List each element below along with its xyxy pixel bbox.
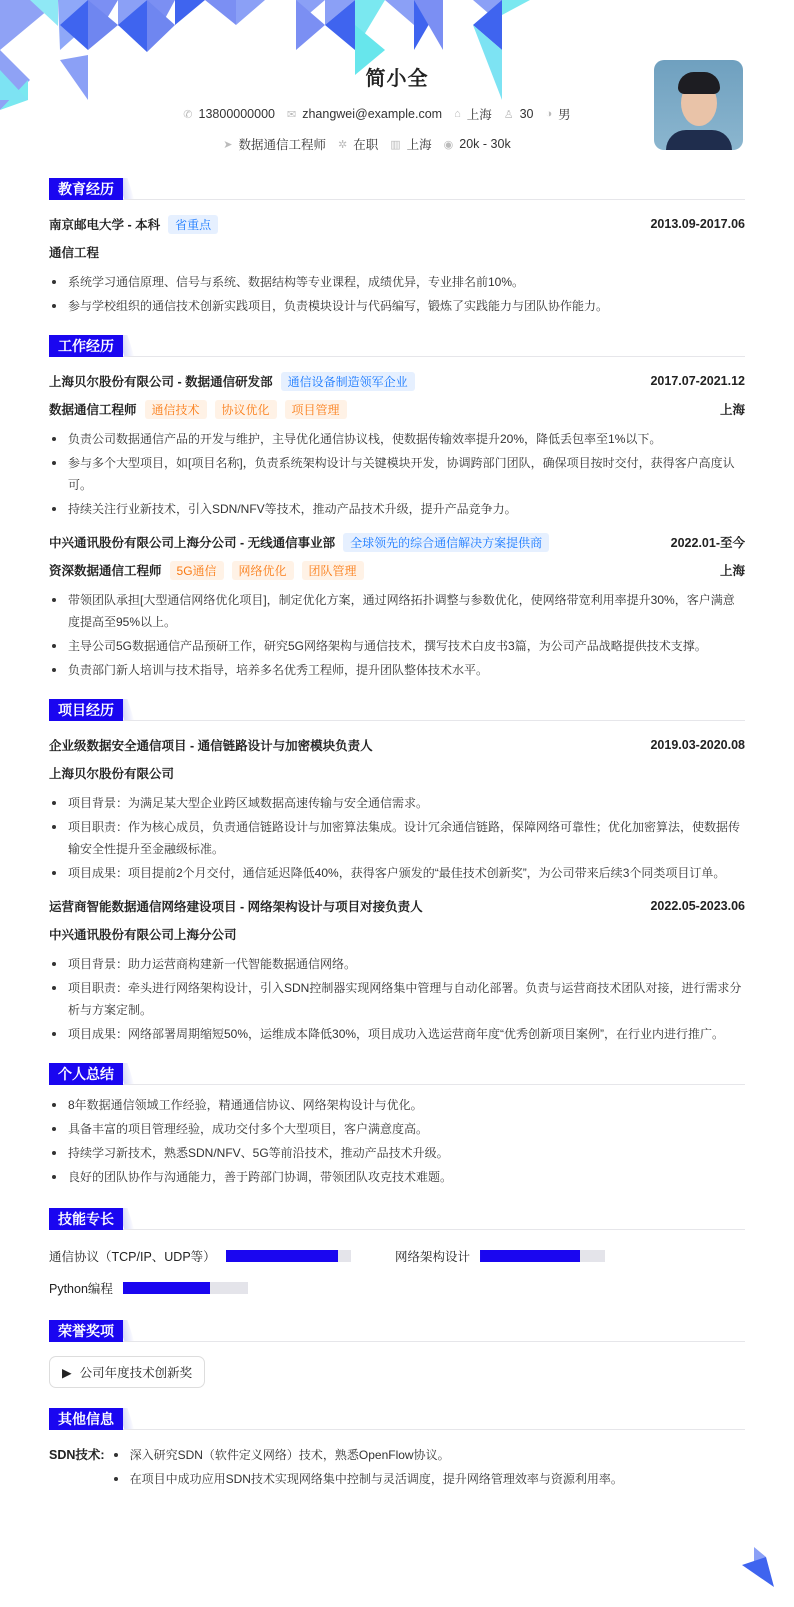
section-title: 其他信息 <box>49 1408 123 1430</box>
bullet: 项目职责：牵头进行网络架构设计，引入SDN控制器实现网络集中管理与自动化部署。负责与运营商技术团队对接，进行需求分析与方案定制。 <box>49 977 745 1021</box>
skill-tag: 通信技术 <box>145 400 207 419</box>
school: 南京邮电大学 - 本科 <box>49 218 161 232</box>
gender: 男 <box>558 108 571 122</box>
bullet: 带领团队承担[大型通信网络优化项目]，制定优化方案，通过网络拓扑调整与参数优化，使网络带宽利用率提升30%，客户满意度提高至95%以上。 <box>49 589 745 633</box>
bullet: 具备丰富的项目管理经验，成功交付多个大型项目，客户满意度高。 <box>49 1118 745 1140</box>
skill-tag: 项目管理 <box>285 400 347 419</box>
project-name: 企业级数据安全通信项目 - 通信链路设计与加密模块负责人 <box>49 739 373 753</box>
gender-icon: ◑ <box>545 108 553 120</box>
candidate-name: 简小全 <box>365 68 429 90</box>
other-item <box>49 1444 745 1492</box>
project-company: 中兴通讯股份有限公司上海分公司 <box>49 928 237 942</box>
role: 资深数据通信工程师 <box>49 564 162 578</box>
salary-icon: ◉ <box>443 138 454 151</box>
bullet: 项目成果：项目提前2个月交付，通信延迟降低40%，获得客户颁发的“最佳技术创新奖”，为公司带来后续3个同类项目订单。 <box>49 862 745 884</box>
award-name: 公司年度技术创新奖 <box>79 1366 193 1380</box>
mail-icon: ✉ <box>287 108 297 121</box>
corner-decoration <box>742 1547 776 1587</box>
bullet: 深入研究SDN（软件定义网络）技术，熟悉OpenFlow协议。 <box>111 1444 623 1466</box>
company: 上海贝尔股份有限公司 - 数据通信研发部 <box>49 375 273 389</box>
send-icon: ➤ <box>223 138 233 151</box>
bullet: 持续学习新技术，熟悉SDN/NFV、5G等前沿技术，推动产品技术升级。 <box>49 1142 745 1164</box>
section-title: 技能专长 <box>49 1208 123 1230</box>
bullet: 负责部门新人培训与技术指导，培养多名优秀工程师，提升团队整体技术水平。 <box>49 659 745 681</box>
bullet: 项目背景：助力运营商构建新一代智能数据通信网络。 <box>49 953 745 975</box>
date: 2019.03-2020.08 <box>650 738 745 752</box>
other-key: SDN技术: <box>49 1448 105 1462</box>
education-section <box>49 178 745 317</box>
section-title: 荣誉奖项 <box>49 1320 123 1342</box>
date: 2022.05-2023.06 <box>650 899 745 913</box>
location: 上海 <box>466 108 492 122</box>
bullet: 项目背景：为满足某大型企业跨区域数据高速传输与安全通信需求。 <box>49 792 745 814</box>
work-item <box>49 532 745 681</box>
date: 2017.07-2021.12 <box>650 374 745 388</box>
skill-bar <box>226 1250 351 1262</box>
bullet: 良好的团队协作与沟通能力，善于跨部门协调，带领团队攻克技术难题。 <box>49 1166 745 1188</box>
date: 2013.09-2017.06 <box>650 217 745 231</box>
city: 上海 <box>719 564 745 578</box>
section-title: 教育经历 <box>49 178 123 200</box>
home-icon: ⌂ <box>454 108 461 120</box>
section-title: 工作经历 <box>49 335 123 357</box>
skill-bar <box>480 1250 605 1262</box>
target-city: 上海 <box>406 138 432 152</box>
email: zhangwei@example.com <box>302 107 443 121</box>
skill-name: Python编程 <box>49 1282 113 1296</box>
bullet: 负责公司数据通信产品的开发与维护，主导优化通信协议栈，使数据传输效率提升20%，降低丢包率至1%以下。 <box>49 428 745 450</box>
bullet: 项目职责：作为核心成员，负责通信链路设计与加密算法集成。设计冗余通信链路，保障网络可靠性；优化加密算法，使数据传输安全性提升至金融级标准。 <box>49 816 745 860</box>
bullet: 系统学习通信原理、信号与系统、数据结构等专业课程，成绩优异，专业排名前10%。 <box>49 271 745 293</box>
section-title: 个人总结 <box>49 1063 123 1085</box>
skill-item <box>49 1278 395 1298</box>
city: 上海 <box>719 403 745 417</box>
age: 30 <box>519 107 534 121</box>
project-name: 运营商智能数据通信网络建设项目 - 网络架构设计与项目对接负责人 <box>49 900 423 914</box>
skill-item <box>395 1246 741 1266</box>
role: 数据通信工程师 <box>49 403 137 417</box>
award-item <box>49 1356 205 1388</box>
phone: 13800000000 <box>198 107 275 121</box>
building-icon: ▥ <box>390 138 401 151</box>
project-company: 上海贝尔股份有限公司 <box>49 767 175 781</box>
bullet: 参与多个大型项目，如[项目名称]，负责系统架构设计与关键模块开发，协调跨部门团队，确保项目按时交付，获得客户高度认可。 <box>49 452 745 496</box>
project-item <box>49 896 745 1045</box>
bullet: 主导公司5G数据通信产品预研工作，研究5G网络架构与通信技术，撰写技术白皮书3篇，为公司产品战略提供技术支撑。 <box>49 635 745 657</box>
skills-section <box>49 1208 745 1298</box>
job-title: 数据通信工程师 <box>238 138 327 152</box>
project-item <box>49 735 745 884</box>
company: 中兴通讯股份有限公司上海分公司 - 无线通信事业部 <box>49 536 336 550</box>
work-section <box>49 335 745 681</box>
skill-bar-fill <box>480 1250 580 1262</box>
other-section <box>49 1408 745 1492</box>
bullet: 参与学校组织的通信技术创新实践项目，负责模块设计与代码编写，锻炼了实践能力与团队协作能力。 <box>49 295 745 317</box>
skill-bar-fill <box>226 1250 339 1262</box>
skill-tag: 网络优化 <box>232 561 294 580</box>
job-status: 在职 <box>353 138 379 152</box>
school-tag: 省重点 <box>168 215 218 234</box>
skill-bar-fill <box>123 1282 211 1294</box>
major: 通信工程 <box>49 246 100 260</box>
skill-tag: 协议优化 <box>215 400 277 419</box>
bullet: 在项目中成功应用SDN技术实现网络集中控制与灵活调度，提升网络管理效率与资源利用率。 <box>111 1468 623 1490</box>
skill-bar <box>123 1282 248 1294</box>
date: 2022.01-至今 <box>670 536 745 550</box>
skill-tag: 团队管理 <box>302 561 364 580</box>
bullet: 项目成果：网络部署周期缩短50%，运维成本降低30%，项目成功入选运营商年度“优秀创新项目案例”，在行业内进行推广。 <box>49 1023 745 1045</box>
phone-icon: ✆ <box>183 108 193 121</box>
summary-section <box>49 1063 745 1188</box>
skill-name: 网络架构设计 <box>395 1250 471 1264</box>
skill-tag: 5G通信 <box>170 561 224 580</box>
status-icon: ✲ <box>338 138 348 151</box>
projects-section <box>49 699 745 1045</box>
company-tag: 通信设备制造领军企业 <box>281 372 415 391</box>
salary: 20k - 30k <box>459 137 511 151</box>
company-tag: 全球领先的综合通信解决方案提供商 <box>343 533 549 552</box>
age-icon: ♙ <box>503 108 514 121</box>
skill-name: 通信协议（TCP/IP、UDP等） <box>49 1250 216 1264</box>
skill-item <box>49 1246 395 1266</box>
section-title: 项目经历 <box>49 699 123 721</box>
awards-section <box>49 1320 745 1388</box>
education-item <box>49 214 745 317</box>
work-item <box>49 371 745 520</box>
bullet: 持续关注行业新技术，引入SDN/NFV等技术，推动产品技术升级，提升产品竞争力。 <box>49 498 745 520</box>
avatar-photo <box>654 60 743 150</box>
bullet: 8年数据通信领域工作经验，精通通信协议、网络架构设计与优化。 <box>49 1094 745 1116</box>
triangle-icon: ▶ <box>62 1365 72 1380</box>
